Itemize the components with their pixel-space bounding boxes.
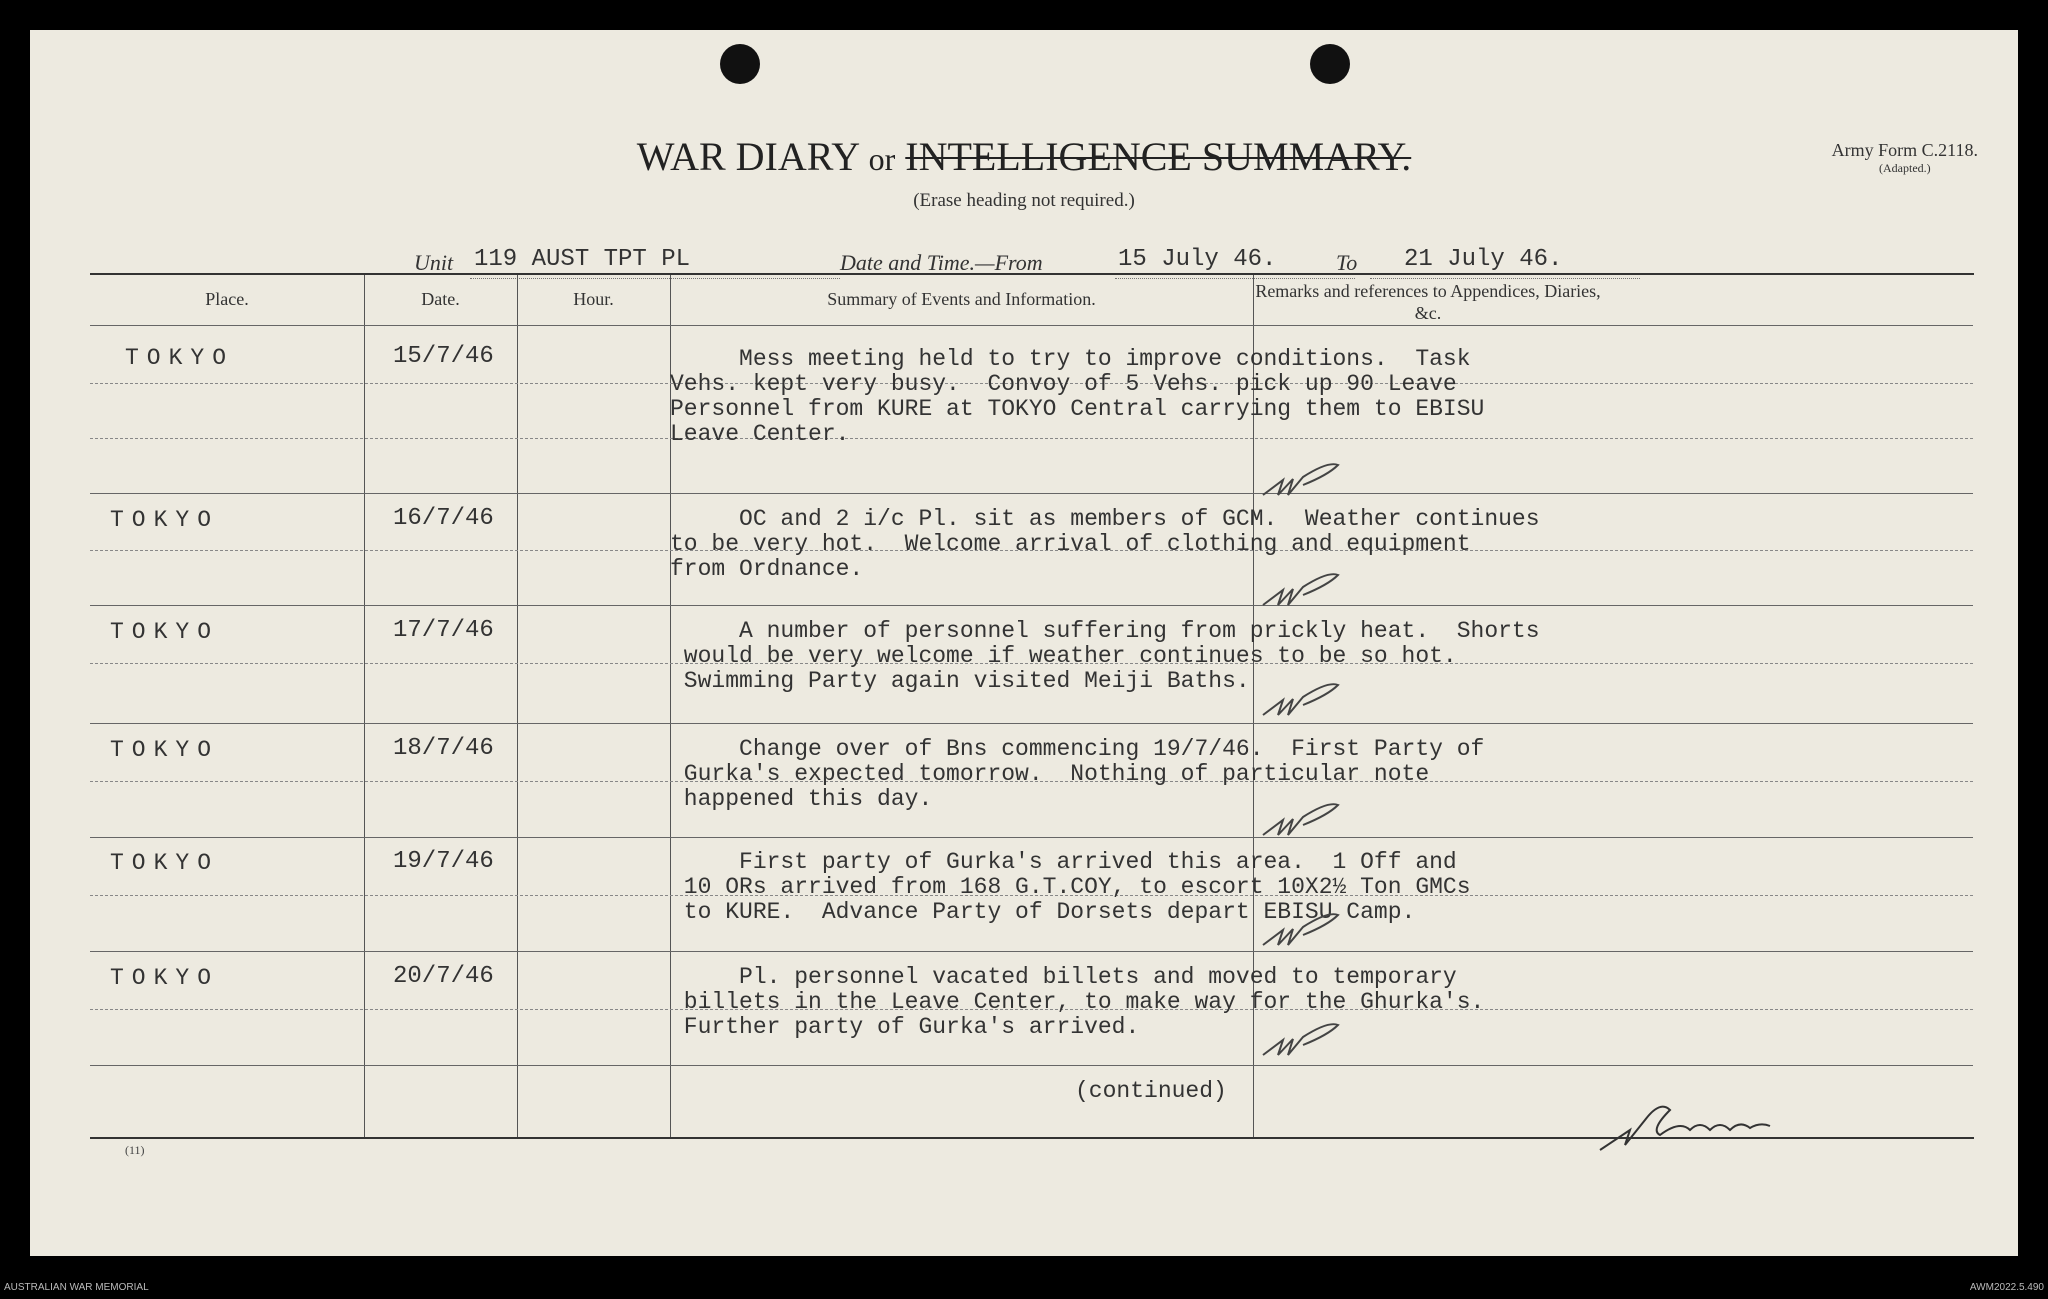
entry-divider xyxy=(90,723,1973,724)
date-label: Date and Time.—From xyxy=(840,250,1043,275)
header-summary: Summary of Events and Information. xyxy=(827,289,1096,309)
title-or: or xyxy=(868,141,896,177)
date-cell: 19/7/46 xyxy=(393,848,494,875)
caption-left: AUSTRALIAN WAR MEMORIAL xyxy=(4,1282,149,1293)
place-cell: TOKYO xyxy=(110,965,220,991)
place-cell: TOKYO xyxy=(110,850,220,876)
unit-value: 119 AUST TPT PL xyxy=(474,246,691,273)
summary-cell: A number of personnel suffering from prickly heat. Shorts would be very welcome if weather continues to be so hot. Swimming Party again visited Meiji Baths. xyxy=(683,618,1540,694)
form-number: (11) xyxy=(125,1143,145,1157)
entry-divider xyxy=(90,605,1973,606)
column-divider xyxy=(517,275,518,1137)
summary-cell: Pl. personnel vacated billets and moved to temporary billets in the Leave Center, to make way for the Ghurka's. Further party of Gurka's arrived. xyxy=(683,964,1485,1040)
unit-label: Unit xyxy=(414,250,454,275)
initial-mark xyxy=(1258,1015,1358,1065)
caption-right: AWM2022.5.490 xyxy=(1969,1282,2044,1293)
date-cell: 18/7/46 xyxy=(393,735,494,762)
continued-note: (continued) xyxy=(1075,1078,1227,1104)
header-rule xyxy=(90,325,1973,326)
entry-divider xyxy=(90,1065,1973,1066)
initial-mark xyxy=(1258,675,1358,725)
place-cell: TOKYO xyxy=(125,345,235,371)
column-divider xyxy=(364,275,365,1137)
entry-divider xyxy=(90,837,1973,838)
place-cell: TOKYO xyxy=(110,737,220,763)
diary-table xyxy=(90,273,1974,1139)
header-place: Place. xyxy=(205,289,249,309)
entry-divider xyxy=(90,493,1973,494)
title-main: WAR DIARY xyxy=(636,134,859,179)
header-date: Date. xyxy=(421,289,460,309)
entry-divider xyxy=(90,951,1973,952)
initial-mark xyxy=(1258,905,1358,955)
date-cell: 20/7/46 xyxy=(393,963,494,990)
date-cell: 15/7/46 xyxy=(393,343,494,370)
header-remarks: Remarks and references to Appendices, Diaries, &c. xyxy=(1255,281,1601,323)
summary-cell: OC and 2 i/c Pl. sit as members of GCM. Weather continues to be very hot. Welcome arrival of clothing and equipment from Ordnance. xyxy=(670,506,1540,582)
signature xyxy=(1590,1090,1810,1160)
summary-cell: Mess meeting held to try to improve conditions. Task Vehs. kept very busy. Convoy of 5 Vehs. pick up 90 Leave Personnel from KURE at TOKYO Central carrying them to EBISU Leave Center. xyxy=(670,346,1485,447)
header-hour: Hour. xyxy=(573,289,614,309)
title-struck: INTELLIGENCE SUMMARY. xyxy=(905,134,1412,179)
punch-hole xyxy=(720,44,760,84)
place-cell: TOKYO xyxy=(110,507,220,533)
from-value: 15 July 46. xyxy=(1118,246,1277,273)
initial-mark xyxy=(1258,565,1358,615)
to-label: To xyxy=(1336,250,1358,275)
initial-mark xyxy=(1258,455,1358,505)
summary-cell: Change over of Bns commencing 19/7/46. First Party of Gurka's expected tomorrow. Nothing of particular note happened this day. xyxy=(683,736,1485,812)
place-cell: TOKYO xyxy=(110,619,220,645)
date-cell: 16/7/46 xyxy=(393,505,494,532)
adapted-note: (Adapted.) xyxy=(1879,161,1931,175)
to-value: 21 July 46. xyxy=(1404,246,1563,273)
erase-note: (Erase heading not required.) xyxy=(913,190,1135,211)
date-cell: 17/7/46 xyxy=(393,617,494,644)
army-form-number xyxy=(1832,140,1978,176)
form-title xyxy=(30,133,2018,180)
punch-hole xyxy=(1310,44,1350,84)
diary-page xyxy=(30,30,2018,1256)
army-form-label: Army Form C.2118. xyxy=(1831,140,1978,160)
initial-mark xyxy=(1258,795,1358,845)
summary-cell: First party of Gurka's arrived this area. 1 Off and 10 ORs arrived from 168 G.T.COY, to escort 10X2½ Ton GMCs to KURE. Advance Party of Dorsets depart EBISU Camp. xyxy=(683,849,1471,925)
